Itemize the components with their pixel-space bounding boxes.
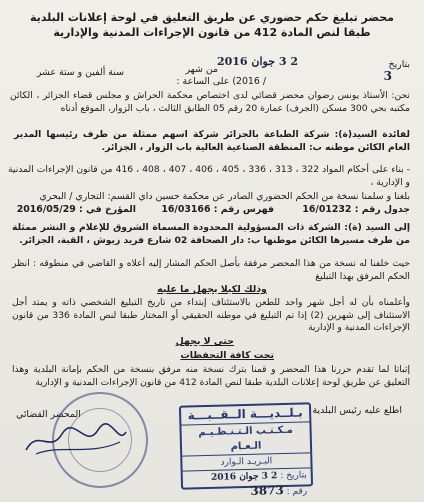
municipal-stamp [179,402,313,498]
notice-paragraph: حيث خلفنا له نسخة من هذا المحضر مرفقة بأصل الحكم المشار إليه أعلاه و القاضي في منطوقه : انظر الحكم المرفق بهذا التبليغ [12,258,410,282]
year-label: سنة ألفين و ستة عشر [36,67,124,78]
month-label: من شهر [185,64,218,75]
handwritten-time-num: 3 [383,69,392,83]
ignorance-label: حتى لا يجهل [175,336,234,347]
stamp-number-row [183,482,311,501]
stamp-office: مـكـتـب الـتـنـظـيـم الـعـام [181,422,310,456]
judgment-date: المؤرخ في : 2016/05/29 [16,204,136,215]
stamp-date-label: بتاريخ : [280,470,307,482]
judgment-line-1: بلغنا و سلمنا نسخة من الحكم الحضوري الصادر عن محكمة حسين داي القسم: التجاري / البحري [39,191,410,202]
stamp-incoming-mail: البـريـد الـوارد [182,453,310,471]
stamp-number: 3873 [250,483,284,498]
handwritten-date: 2 3 جوان 2016 [216,55,298,68]
title-line-2: طبقا لنص المادة 412 من قانون الإجراءات المدنية والإدارية [53,26,371,39]
legal-basis-paragraph: - بناء على أحكام المواد 322 ، 313 ، 336 ، 405 ، 406 ، 407 ، 408 ، 416 من قانون الإجراءات المدنية و الإدارية ، [8,164,410,188]
requester-paragraph: لفائدة السيد(ة): شركة الطباعة بالجزائر شركة اسهم ممثلة من طرف رئيسها المدير العام الكائن موطنه ب: المنطقة الصناعية العالية باب الزوار ، الجزائر. [14,129,410,153]
closing-paragraph: إثباتا لما تقدم حررنا هذا المحضر و قمنا بترك نسخة منه مرفق بنسخة من الحكم بإمانة البلدية وهذا التعليق عن طريق لوحة إعلانات البلدية طبقا لنص المادة 412 من قانون الإجراءات المدنية و الإدارية [12,364,410,388]
stamp-municipality: بـلــديـــة الــقــبـــة [181,404,309,425]
document-title [30,10,394,40]
reservations-label: تحت كافة التحفظات [180,350,274,361]
time-label: / 2016) على الساعة : [176,76,266,87]
mayor-review-label: اطلع عليه رئيس البلدية [312,405,402,416]
warning-paragraph: وأعلمناه بأن له أجل شهر واحد للطعن بالاستئناف إبتداء من تاريخ التبليغ الشخصي ذاته و يمتد أجل الاستئناف إلى شهرين (2) إذا تم التبليغ في موطنه الحقيقي أو المختار طبقا لنص المادة 336 من قانون الإجراءات المدنية و الإدارية [12,297,411,334]
judgment-table-number: جدول رقم : 16/01232 [302,204,410,215]
stamp-number-label: رقم : [286,486,308,497]
bailiff-signature-label: المحضر القضائي [16,409,81,420]
warning-title: وذلك لكيلا يجهل ما عليه [157,284,267,295]
date-prefix: بتاريخ [388,59,410,70]
bailiff-signature [20,420,130,460]
stamp-date: 2 3 جوان 2016 [210,471,278,483]
judgment-index-number: فهرس رقم : 16/03166 [161,204,274,215]
recipient-paragraph: إلى السيد (ة): الشركة ذات المسؤولية المحدودة المسماة الشروق للإعلام و النشر ممثلة من طرف مسيرها الكائن موطنها ب: دار الصحافة 02 شارع فريد زيوش ، القبة، الجزائر. [12,222,410,246]
bailiff-paragraph: نحن: الأستاذ يونس رضوان محضر قضائي لدى اختصاص محكمة الحراش و مجلس قضاء الجزائر ، الكائن مكتبه بحي 300 مسكن (الجرف) عمارة 20 رقم 05 الطابق الثالث ، باب الزوار، الموقع أدناه [10,90,410,114]
title-line-1: محضر تبليغ حكم حضوري عن طريق التعليق في لوحة إعلانات البلدية [30,11,394,24]
